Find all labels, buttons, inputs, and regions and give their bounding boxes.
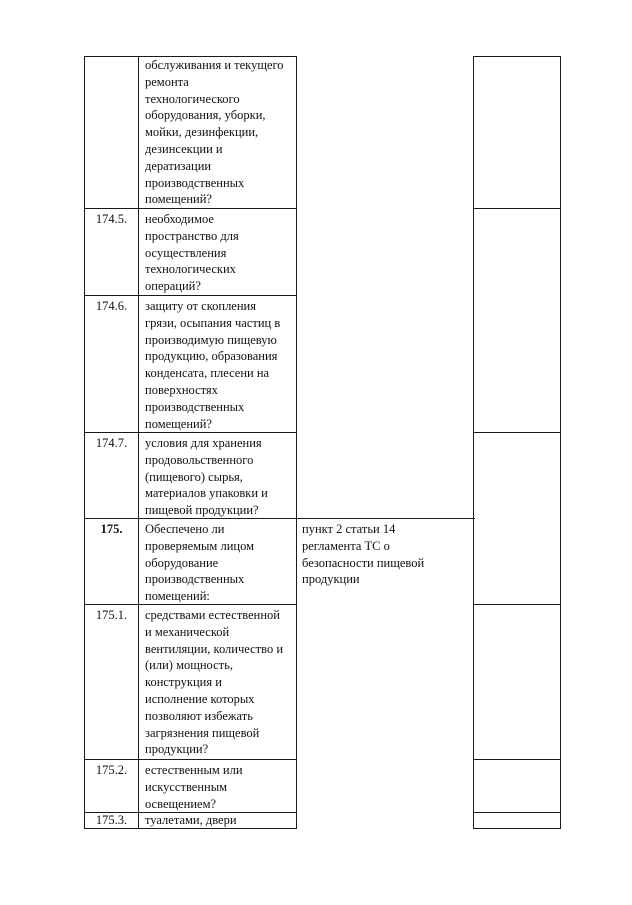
row-question-text: защиту от скопления грязи, осыпания частиц в производимую пищевую продукцию, образования конденсата, плесени на поверхностях производственных помещений? [145,299,281,431]
result-column-top-border [473,56,561,57]
row-number: 174.7. [95,436,128,450]
result-row-divider [473,432,561,433]
row-question-text: условия для хранения продовольственного (пищевого) сырья, материалов упаковки и пищевой продукции? [145,436,268,518]
row-question-text: обслуживания и текущего ремонта технологического оборудования, уборки, мойки, дезинфекции, дезинсекции и дератизации производственных помещений? [145,58,284,207]
table-question-column-divider [296,56,297,829]
result-row-divider [473,208,561,209]
row-divider [84,518,475,519]
result-column-bottom-border [473,828,561,829]
result-row-divider [473,812,561,813]
row-number: 175.3. [95,813,128,827]
row-number: 175.1. [95,608,128,622]
row-question-text: средствами естественной и механической вентиляции, количество и (или) мощность, конструкция и исполнение которых позволяют избежать загрязнения пищевой продукции? [145,608,284,757]
row-question-text: необходимое пространство для осуществления технологических операций? [145,212,239,294]
result-column-left-border [473,56,474,829]
row-question-text: естественным или искусственным освещением? [145,763,243,811]
row-divider [84,759,297,760]
result-row-divider [473,759,561,760]
row-divider [84,295,297,296]
row-number: 175.2. [95,763,128,777]
row-number: 175. [100,522,123,536]
result-column-right-border [560,56,561,829]
row-number: 174.6. [95,299,128,313]
row-number: 174.5. [95,212,128,226]
table-number-column-divider [138,56,139,829]
result-row-divider [473,604,561,605]
row-question-text: Обеспечено ли проверяемым лицом оборудование производственных помещений: [145,522,254,604]
row-legal-reference: пункт 2 статьи 14 регламента ТС о безопасности пищевой продукции [302,522,425,587]
row-question-text: туалетами, двери [145,813,237,827]
